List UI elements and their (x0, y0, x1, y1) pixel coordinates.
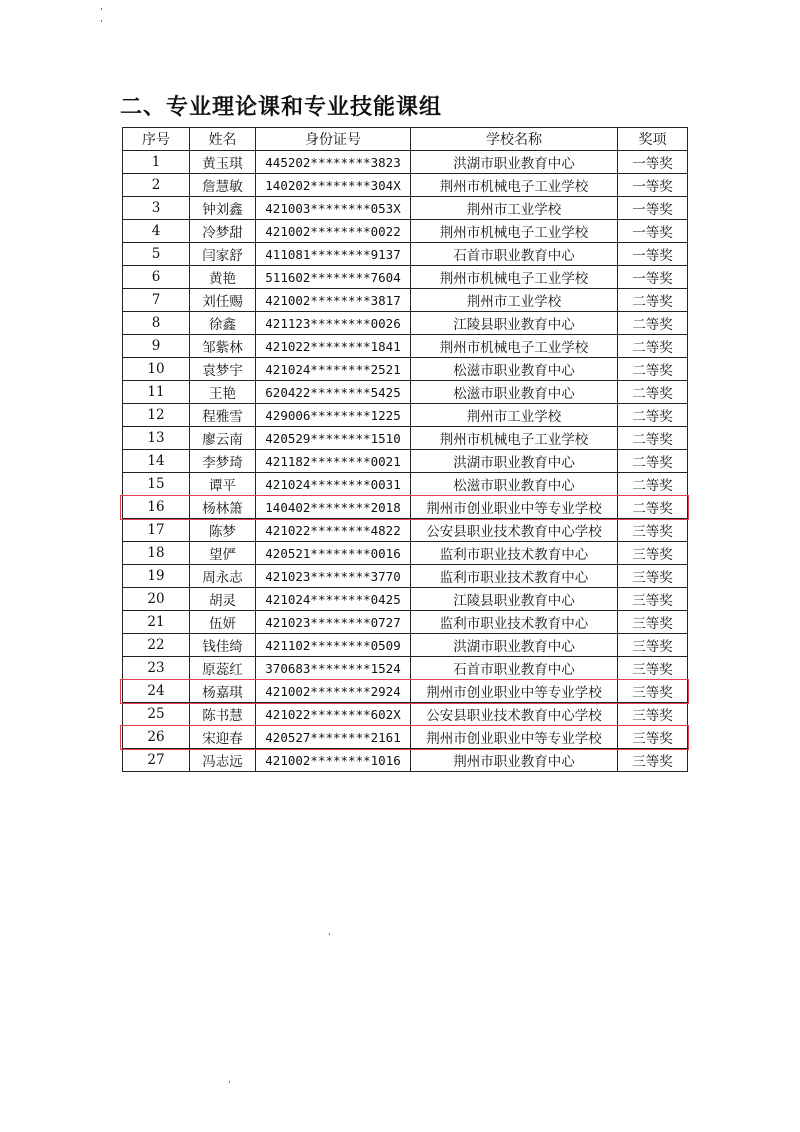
cell-index: 16 (123, 496, 190, 519)
cell-award: 二等奖 (618, 473, 688, 496)
header-index: 序号 (123, 128, 190, 151)
table-row (123, 266, 688, 289)
cell-school: 荆州市机械电子工业学校 (411, 174, 618, 197)
cell-id-number: 445202********3823 (256, 151, 411, 174)
cell-award: 三等奖 (618, 634, 688, 657)
cell-school: 洪湖市职业教育中心 (411, 634, 618, 657)
table-row (123, 496, 688, 519)
cell-index: 25 (123, 703, 190, 726)
cell-index: 15 (123, 473, 190, 496)
table-row (123, 220, 688, 243)
cell-name: 冯志远 (190, 749, 256, 772)
cell-id-number: 620422********5425 (256, 381, 411, 404)
cell-name: 王艳 (190, 381, 256, 404)
cell-index: 20 (123, 588, 190, 611)
cell-name: 望俨 (190, 542, 256, 565)
table-row (123, 450, 688, 473)
award-table (122, 127, 688, 772)
cell-award: 一等奖 (618, 197, 688, 220)
cell-id-number: 140402********2018 (256, 496, 411, 519)
header-id-number: 身份证号 (256, 128, 411, 151)
cell-award: 三等奖 (618, 726, 688, 749)
cell-school: 监利市职业技术教育中心 (411, 611, 618, 634)
table-row (123, 657, 688, 680)
cell-index: 3 (123, 197, 190, 220)
table-row (123, 197, 688, 220)
table-row (123, 473, 688, 496)
table-row (123, 680, 688, 703)
cell-name: 廖云南 (190, 427, 256, 450)
table-row (123, 335, 688, 358)
cell-index: 9 (123, 335, 190, 358)
cell-school: 荆州市机械电子工业学校 (411, 266, 618, 289)
cell-index: 8 (123, 312, 190, 335)
cell-index: 22 (123, 634, 190, 657)
cell-name: 冷梦甜 (190, 220, 256, 243)
cell-school: 荆州市创业职业中等专业学校 (411, 496, 618, 519)
cell-school: 石首市职业教育中心 (411, 657, 618, 680)
cell-school: 松滋市职业教育中心 (411, 473, 618, 496)
cell-id-number: 421024********0031 (256, 473, 411, 496)
cell-school: 监利市职业技术教育中心 (411, 565, 618, 588)
cell-name: 李梦琦 (190, 450, 256, 473)
cell-school: 江陵县职业教育中心 (411, 312, 618, 335)
cell-award: 二等奖 (618, 312, 688, 335)
cell-index: 27 (123, 749, 190, 772)
cell-id-number: 511602********7604 (256, 266, 411, 289)
cell-name: 陈书慧 (190, 703, 256, 726)
cell-award: 三等奖 (618, 611, 688, 634)
cell-id-number: 421022********602X (256, 703, 411, 726)
page-title: 二、专业理论课和专业技能课组 (120, 95, 443, 120)
cell-award: 二等奖 (618, 427, 688, 450)
cell-name: 谭平 (190, 473, 256, 496)
cell-name: 胡灵 (190, 588, 256, 611)
table-row (123, 611, 688, 634)
cell-award: 二等奖 (618, 335, 688, 358)
cell-award: 三等奖 (618, 703, 688, 726)
cell-school: 洪湖市职业教育中心 (411, 450, 618, 473)
cell-id-number: 421002********2924 (256, 680, 411, 703)
table-row (123, 519, 688, 542)
cell-index: 6 (123, 266, 190, 289)
table-body (123, 151, 688, 772)
cell-award: 二等奖 (618, 358, 688, 381)
cell-school: 荆州市创业职业中等专业学校 (411, 680, 618, 703)
table-row (123, 588, 688, 611)
cell-award: 二等奖 (618, 496, 688, 519)
cell-school: 松滋市职业教育中心 (411, 381, 618, 404)
cell-id-number: 140202********304X (256, 174, 411, 197)
cell-index: 1 (123, 151, 190, 174)
cell-award: 三等奖 (618, 749, 688, 772)
scan-mark (101, 20, 102, 22)
scan-mark (329, 933, 330, 935)
cell-name: 黄玉琪 (190, 151, 256, 174)
cell-school: 荆州市工业学校 (411, 289, 618, 312)
cell-index: 18 (123, 542, 190, 565)
cell-award: 一等奖 (618, 266, 688, 289)
cell-award: 一等奖 (618, 220, 688, 243)
header-school: 学校名称 (411, 128, 618, 151)
cell-school: 公安县职业技术教育中心学校 (411, 519, 618, 542)
cell-id-number: 421002********0022 (256, 220, 411, 243)
cell-id-number: 420529********1510 (256, 427, 411, 450)
cell-name: 钟刘鑫 (190, 197, 256, 220)
cell-school: 公安县职业技术教育中心学校 (411, 703, 618, 726)
cell-index: 19 (123, 565, 190, 588)
cell-school: 监利市职业技术教育中心 (411, 542, 618, 565)
table-row (123, 542, 688, 565)
cell-id-number: 420527********2161 (256, 726, 411, 749)
cell-id-number: 421022********1841 (256, 335, 411, 358)
cell-index: 13 (123, 427, 190, 450)
cell-school: 江陵县职业教育中心 (411, 588, 618, 611)
cell-name: 杨林箫 (190, 496, 256, 519)
cell-school: 洪湖市职业教育中心 (411, 151, 618, 174)
scan-mark (229, 1081, 230, 1083)
cell-index: 17 (123, 519, 190, 542)
header-award: 奖项 (618, 128, 688, 151)
cell-award: 三等奖 (618, 565, 688, 588)
cell-name: 钱佳绮 (190, 634, 256, 657)
cell-name: 伍妍 (190, 611, 256, 634)
cell-school: 荆州市工业学校 (411, 197, 618, 220)
cell-index: 7 (123, 289, 190, 312)
cell-index: 5 (123, 243, 190, 266)
table-row (123, 703, 688, 726)
cell-award: 三等奖 (618, 542, 688, 565)
cell-id-number: 429006********1225 (256, 404, 411, 427)
cell-award: 三等奖 (618, 519, 688, 542)
cell-id-number: 421022********4822 (256, 519, 411, 542)
cell-index: 23 (123, 657, 190, 680)
cell-award: 二等奖 (618, 450, 688, 473)
cell-name: 闫家舒 (190, 243, 256, 266)
cell-school: 荆州市机械电子工业学校 (411, 220, 618, 243)
cell-name: 黄艳 (190, 266, 256, 289)
table-row (123, 243, 688, 266)
cell-school: 荆州市职业教育中心 (411, 749, 618, 772)
cell-award: 二等奖 (618, 381, 688, 404)
cell-id-number: 421023********3770 (256, 565, 411, 588)
cell-school: 松滋市职业教育中心 (411, 358, 618, 381)
cell-name: 杨嘉琪 (190, 680, 256, 703)
cell-index: 26 (123, 726, 190, 749)
cell-award: 一等奖 (618, 151, 688, 174)
cell-award: 一等奖 (618, 243, 688, 266)
table-row (123, 749, 688, 772)
cell-id-number: 421023********0727 (256, 611, 411, 634)
cell-name: 徐鑫 (190, 312, 256, 335)
cell-index: 12 (123, 404, 190, 427)
cell-school: 荆州市创业职业中等专业学校 (411, 726, 618, 749)
table-row (123, 312, 688, 335)
cell-award: 二等奖 (618, 289, 688, 312)
table-row (123, 427, 688, 450)
cell-id-number: 421002********3817 (256, 289, 411, 312)
cell-id-number: 421024********2521 (256, 358, 411, 381)
cell-index: 14 (123, 450, 190, 473)
cell-id-number: 411081********9137 (256, 243, 411, 266)
cell-school: 石首市职业教育中心 (411, 243, 618, 266)
cell-name: 宋迎春 (190, 726, 256, 749)
cell-id-number: 421003********053X (256, 197, 411, 220)
cell-id-number: 421102********0509 (256, 634, 411, 657)
table-row (123, 565, 688, 588)
table-row (123, 726, 688, 749)
table-row (123, 151, 688, 174)
cell-name: 邹紫林 (190, 335, 256, 358)
cell-award: 三等奖 (618, 657, 688, 680)
table-row (123, 381, 688, 404)
cell-name: 周永志 (190, 565, 256, 588)
cell-name: 程雅雪 (190, 404, 256, 427)
table-row (123, 358, 688, 381)
cell-id-number: 421002********1016 (256, 749, 411, 772)
cell-award: 一等奖 (618, 174, 688, 197)
cell-index: 10 (123, 358, 190, 381)
cell-name: 袁梦宇 (190, 358, 256, 381)
cell-name: 陈梦 (190, 519, 256, 542)
table-row (123, 289, 688, 312)
cell-id-number: 421024********0425 (256, 588, 411, 611)
table-row (123, 404, 688, 427)
cell-id-number: 421123********0026 (256, 312, 411, 335)
cell-index: 24 (123, 680, 190, 703)
cell-id-number: 370683********1524 (256, 657, 411, 680)
cell-award: 二等奖 (618, 404, 688, 427)
cell-name: 刘任赐 (190, 289, 256, 312)
cell-index: 2 (123, 174, 190, 197)
cell-id-number: 420521********0016 (256, 542, 411, 565)
table-row (123, 634, 688, 657)
cell-school: 荆州市机械电子工业学校 (411, 427, 618, 450)
cell-index: 4 (123, 220, 190, 243)
cell-id-number: 421182********0021 (256, 450, 411, 473)
scan-mark (101, 8, 102, 10)
cell-award: 三等奖 (618, 680, 688, 703)
cell-name: 原蕊红 (190, 657, 256, 680)
header-name: 姓名 (190, 128, 256, 151)
cell-award: 三等奖 (618, 588, 688, 611)
cell-name: 詹慧敏 (190, 174, 256, 197)
cell-school: 荆州市工业学校 (411, 404, 618, 427)
table-row (123, 174, 688, 197)
cell-school: 荆州市机械电子工业学校 (411, 335, 618, 358)
table-header-row (123, 128, 688, 151)
cell-index: 11 (123, 381, 190, 404)
cell-index: 21 (123, 611, 190, 634)
